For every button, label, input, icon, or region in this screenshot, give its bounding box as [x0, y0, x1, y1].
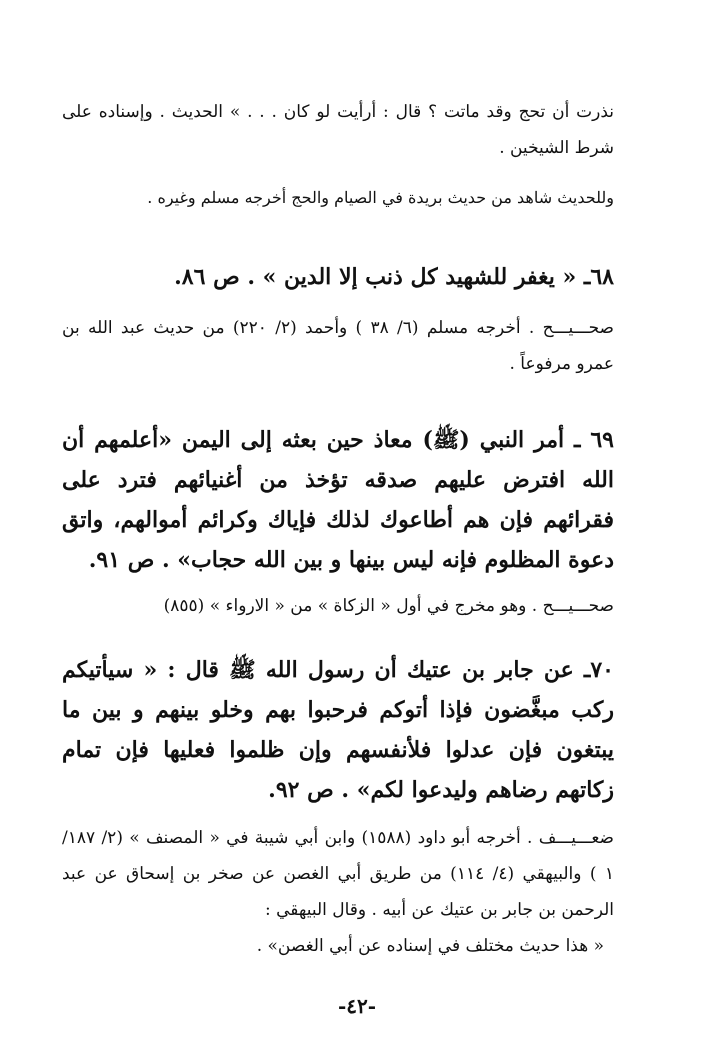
hadith-70-text: ٧٠ـ عن جابر بن عتيك أن رسول الله ﷺ قال : « سيأتيكم ركب مبغَّضون فإذا أتوكم فرحبوا بهم وخلو بينهم و بين ما يبتغون فإن عدلوا فلأنفسهم وإن ظلموا فعليها فإن تمام زكاتهم رضاهم وليدعوا لكم» . ص ٩٢. [62, 657, 614, 803]
hadith-69-grading: صحـــيـــح . وهو مخرج في أول « الزكاة » من « الارواء » (٨٥٥) [163, 596, 614, 616]
hadith-68-grading: صحـــيـــح . أخرجه مسلم (٦/ ٣٨ ) وأحمد (٢/ ٢٢٠) من حديث عبد الله بن عمرو مرفوعاً . [62, 318, 614, 374]
hadith-68-text: ٦٨ـ « يغفر للشهيد كل ذنب إلا الدين » . ص ٨٦. [174, 264, 614, 290]
paragraph-supporting-hadith: وللحديث شاهد من حديث بريدة في الصيام والحج أخرجه مسلم وغيره . [147, 188, 614, 207]
paragraph-hadith-67-end: نذرت أن تحج وقد ماتت ؟ قال : أرأيت لو كان . . . » الحديث . وإسناده على شرط الشيخين . [62, 102, 614, 158]
page-number: -٤٢- [337, 994, 377, 1018]
hadith-70-grading: ضعـــيـــف . أخرجه أبو داود (١٥٨٨) وابن أبي شيبة في « المصنف » (٢/ ١٨٧/ ١ ) والبيهقي (٤/ ١١٤) من طريق أبي الغصن عن صخر بن إسحاق عن عبد الرحمن بن جابر بن عتيك عن أبيه . وقال البيهقي : [62, 828, 614, 920]
bayhaqi-quote: « هذا حديث مختلف في إسناده عن أبي الغصن» . [256, 936, 604, 956]
hadith-69-text: ٦٩ ـ أمر النبي (ﷺ) معاذ حين بعثه إلى اليمن «أعلمهم أن الله افترض عليهم صدقه تؤخذ من أغنيائهم فترد على فقرائهم فإن هم أطاعوك لذلك فإياك وكرائم أموالهم، واتق دعوة المظلوم فإنه ليس بينها و بين الله حجاب» . ص ٩١. [62, 427, 614, 573]
